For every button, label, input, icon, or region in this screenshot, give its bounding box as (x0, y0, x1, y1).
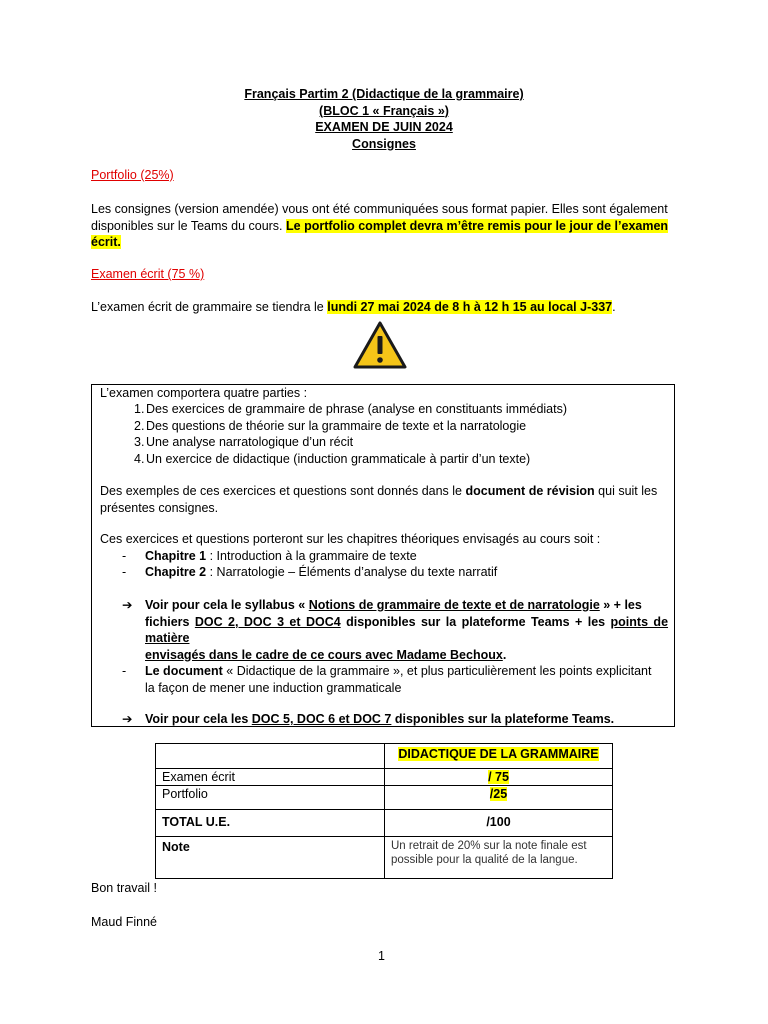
chapter-2-desc: : Narratologie – Éléments d’analyse du texte narratif (206, 565, 498, 579)
header-line-1: Français Partim 2 (Didactique de la grammaire) (244, 87, 524, 101)
reference-block-2 (92, 711, 674, 728)
bullet-dash: - (122, 664, 127, 678)
portfolio-title: Portfolio (25%) (91, 168, 174, 182)
chapters-intro: Ces exercices et questions porteront sur les chapitres théoriques envisagés au cours soit : (100, 532, 601, 546)
chapter-1-label: Chapitre 1 (145, 549, 207, 563)
examples-paragraph (100, 483, 666, 516)
exam-score: / 75 (488, 770, 509, 784)
reference-block-1 (92, 597, 674, 662)
header-line-2: (BLOC 1 « Français ») (319, 103, 449, 118)
ref-text-cont: » + les (599, 598, 642, 612)
table-row (156, 744, 613, 769)
document-line-1 (145, 663, 668, 680)
portfolio-score: /25 (489, 787, 508, 801)
chapter-1-item (92, 548, 674, 565)
examples-text-cont: qui suit les (594, 484, 658, 498)
list-item (92, 434, 674, 451)
list-item-text: Des exercices de grammaire de phrase (analyse en constituants immédiats) (146, 402, 568, 416)
table-row (156, 837, 613, 879)
ref2-text-cont: disponibles sur la plateforme Teams. (391, 712, 615, 726)
list-item-text: Des questions de théorie sur la grammaire de texte et la narratologie (146, 418, 527, 433)
bullet-dash: - (122, 549, 127, 563)
bullet-dash: - (122, 565, 127, 579)
document-header (0, 86, 768, 152)
list-item (92, 418, 674, 435)
table-cell-label: TOTAL U.E. (156, 810, 385, 837)
document-item (92, 663, 674, 697)
arrow-right-icon: ➔ (122, 712, 133, 726)
header-line-4: Consignes (352, 136, 416, 151)
table-row (156, 786, 613, 810)
table-cell-total: /100 (385, 810, 613, 837)
examples-line-1 (100, 483, 666, 500)
table-cell-value (385, 769, 613, 786)
table-row (156, 769, 613, 786)
ref2-text: Voir pour cela les (145, 712, 252, 726)
portfolio-highlight-end: écrit. (91, 235, 121, 249)
portfolio-line-2 (91, 218, 677, 235)
list-item-text: Un exercice de didactique (induction grammaticale à partir d’un texte) (146, 451, 531, 466)
ref-files-label: fichiers (145, 614, 195, 629)
syllabus-title: Notions de grammaire de texte et de narratologie (308, 598, 600, 612)
document-desc: « Didactique de la grammaire », et plus particulièrement les points explicitant (222, 664, 652, 678)
portfolio-line-1: Les consignes (version amendée) vous ont été communiquées sous format papier. Elles sont également (91, 202, 668, 216)
exam-title: Examen écrit (75 %) (91, 267, 205, 281)
box-intro: L’examen comportera quatre parties : (100, 386, 308, 400)
table-cell-note: Un retrait de 20% sur la note finale est possible pour la qualité de la langue. (385, 837, 613, 879)
examples-line-2: présentes consignes. (100, 500, 219, 515)
chapter-1-text (145, 548, 417, 565)
examples-text: Des exemples de ces exercices et questions sont donnés dans le (100, 484, 466, 498)
table-cell-label: Note (156, 837, 385, 879)
chapter-2-item (92, 564, 674, 581)
arrow-right-icon: ➔ (122, 598, 133, 612)
chapter-2-text (145, 564, 497, 581)
portfolio-line-3 (91, 234, 677, 251)
header-line-3: EXAMEN DE JUIN 2024 (315, 120, 453, 134)
list-item-number: 2. (134, 418, 145, 433)
points-matiere-cont: envisagés dans le cadre de ce cours avec Madame Bechoux (145, 647, 503, 662)
reference-line-1 (145, 597, 668, 614)
grades-table (155, 743, 613, 879)
exam-text: L’examen écrit de grammaire se tiendra le (91, 300, 328, 314)
portfolio-text: disponibles sur le Teams du cours. (91, 218, 287, 233)
list-item-number: 4. (134, 451, 145, 466)
table-cell-label: Examen écrit (156, 769, 385, 786)
table-cell-label: Portfolio (156, 786, 385, 810)
ref-text: Voir pour cela le syllabus « (145, 598, 309, 612)
doc-links-1: DOC 2, DOC 3 et DOC4 (194, 614, 341, 629)
table-heading: DIDACTIQUE DE LA GRAMMAIRE (398, 747, 599, 761)
list-item (92, 401, 674, 418)
parts-list (92, 401, 674, 467)
chapter-1-desc: : Introduction à la grammaire de texte (206, 549, 417, 563)
table-cell (156, 744, 385, 769)
document-item-text (145, 663, 668, 696)
list-item-text: Une analyse narratologique d’un récit (146, 435, 354, 449)
page-number: 1 (378, 949, 385, 963)
list-item (92, 451, 674, 468)
exam-date-highlight: lundi 27 mai 2024 de 8 h à 12 h 15 au local J-337 (327, 300, 613, 314)
portfolio-paragraph (91, 201, 677, 251)
table-heading-cell (385, 744, 613, 769)
warning-icon (352, 320, 408, 370)
document-label: Le document (145, 664, 223, 678)
ref-end: . (502, 647, 507, 662)
table-cell-value (385, 786, 613, 810)
doc-links-2: DOC 5, DOC 6 et DOC 7 (251, 712, 392, 726)
chapter-2-label: Chapitre 2 (145, 565, 207, 579)
closing-text: Bon travail ! (91, 881, 158, 895)
revision-document-label: document de révision (465, 484, 595, 498)
table-row (156, 810, 613, 837)
reference-block-2-text (145, 711, 614, 728)
portfolio-highlight: Le portfolio complet devra m’être remis pour le jour de l’examen (286, 218, 669, 233)
ref-files-text: disponibles sur la plateforme Teams + les (340, 614, 611, 629)
document-line-2: la façon de mener une induction grammaticale (145, 680, 402, 695)
list-item-number: 1. (134, 402, 145, 416)
reference-line-3 (145, 647, 668, 664)
list-item-number: 3. (134, 435, 145, 449)
reference-line-2 (145, 614, 668, 647)
exam-paragraph (91, 299, 616, 316)
reference-block-1-text (145, 597, 668, 663)
signature: Maud Finné (91, 915, 158, 929)
points-matiere: points de matière (145, 614, 669, 645)
exam-details-box (91, 384, 675, 727)
exam-text-end: . (612, 300, 616, 314)
